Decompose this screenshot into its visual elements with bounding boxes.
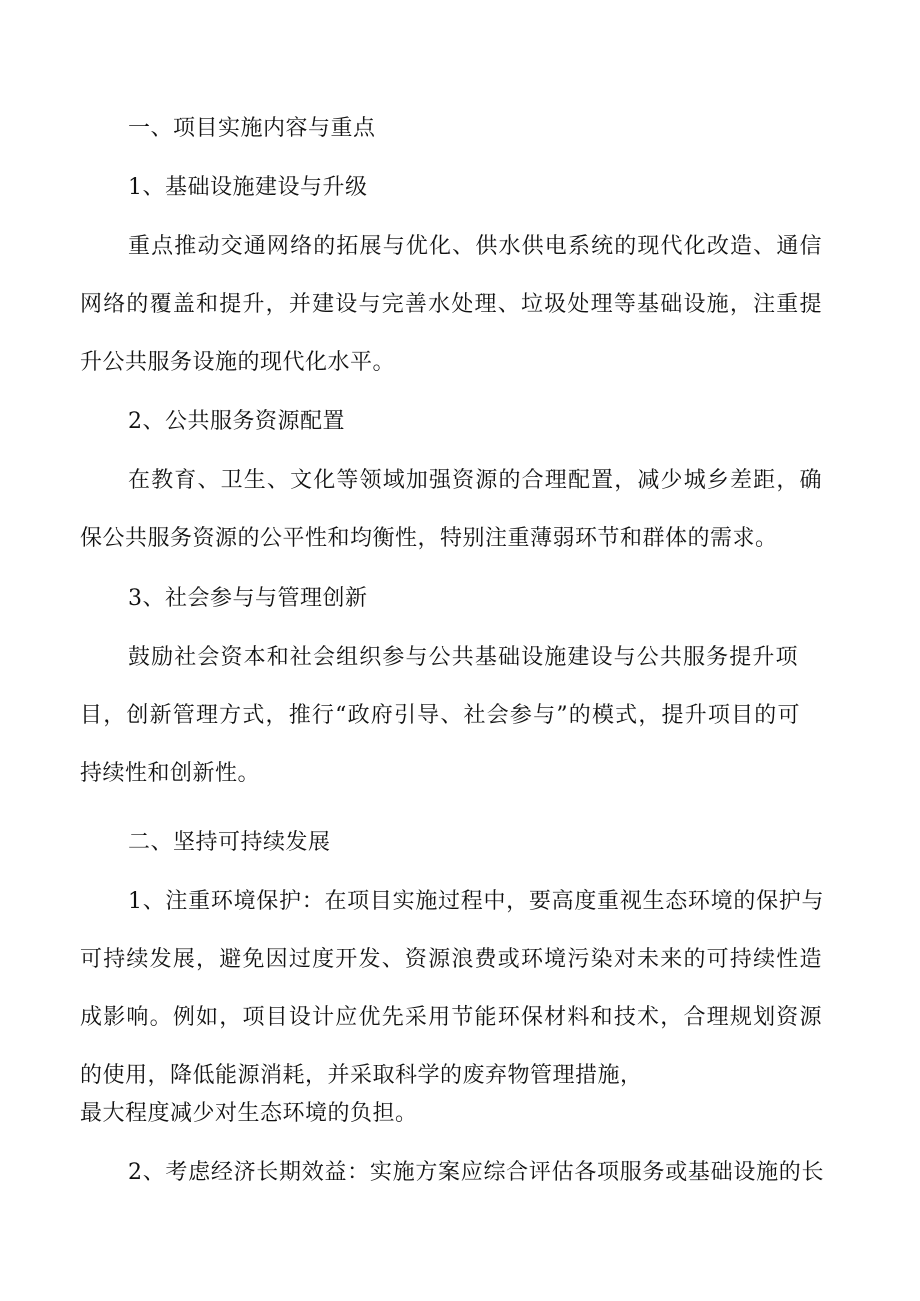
paragraph-line: 重点推动交通网络的拓展与优化、供水供电系统的现代化改造、通信 [128,234,822,259]
paragraph-line: 网络的覆盖和提升，并建设与完善水处理、垃圾处理等基础设施，注重提 [80,292,822,317]
paragraph-line: 最大程度减少对生态环境的负担。 [80,1101,418,1126]
paragraph-line: 2、考虑经济长期效益：实施方案应综合评估各项服务或基础设施的长 [128,1160,824,1185]
paragraph-line: 1、注重环境保护：在项目实施过程中，要高度重视生态环境的保护与 [128,889,824,914]
paragraph-line: 可持续发展，避免因过度开发、资源浪费或环境污染对未来的可持续性造 [80,947,822,972]
item-title-2: 2、公共服务资源配置 [128,409,345,434]
paragraph-line: 的使用，降低能源消耗，并采取科学的废弃物管理措施， [80,1063,643,1088]
paragraph-line: 鼓励社会资本和社会组织参与公共基础设施建设与公共服务提升项 [128,645,798,670]
section-heading-2: 二、坚持可持续发展 [128,830,331,855]
section-heading-1: 一、项目实施内容与重点 [128,116,376,141]
paragraph-line: 升公共服务设施的现代化水平。 [80,350,396,375]
paragraph-line: 成影响。例如，项目设计应优先采用节能环保材料和技术，合理规划资源 [80,1005,822,1030]
paragraph-line: 在教育、卫生、文化等领域加强资源的合理配置，减少城乡差距，确 [128,468,822,493]
paragraph-line: 目，创新管理方式，推行“政府引导、社会参与”的模式，提升项目的可 [80,703,800,728]
paragraph-line: 持续性和创新性。 [80,761,261,786]
item-title-3: 3、社会参与与管理创新 [128,586,368,611]
item-title-1: 1、基础设施建设与升级 [128,175,368,200]
paragraph-line: 保公共服务资源的公平性和均衡性，特别注重薄弱环节和群体的需求。 [80,526,778,551]
